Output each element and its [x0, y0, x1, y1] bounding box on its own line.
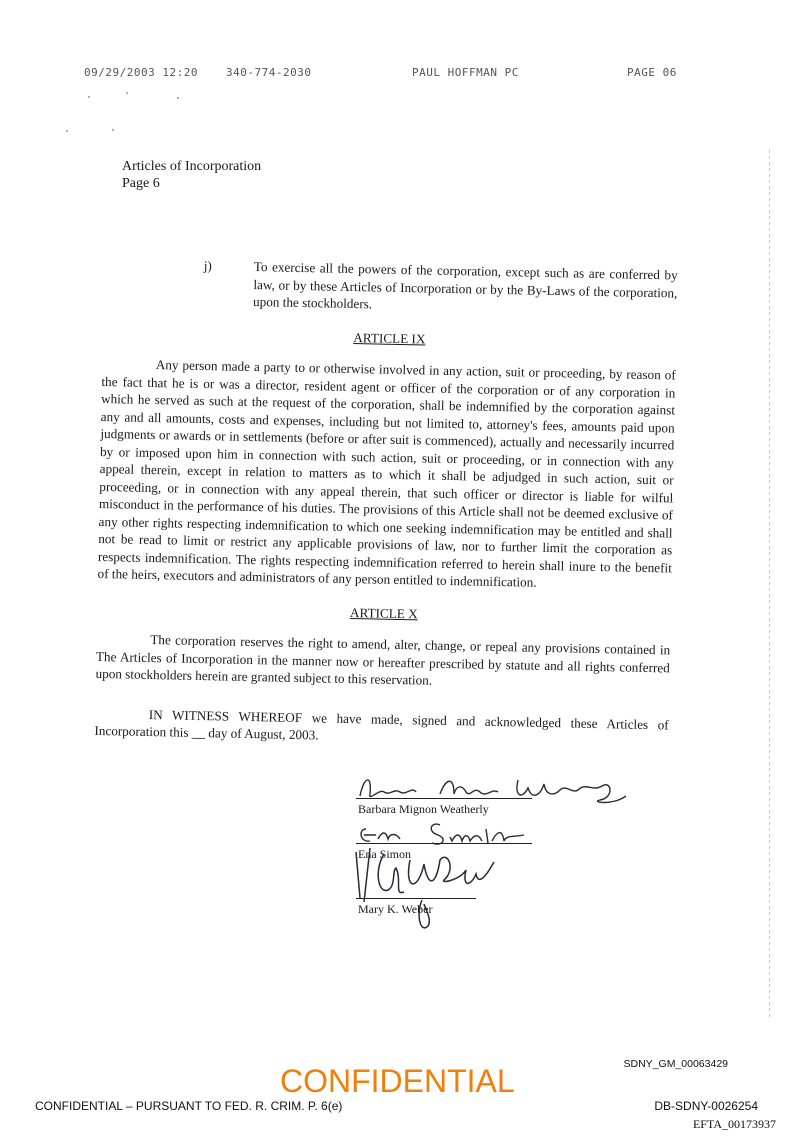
document-header: [122, 158, 261, 192]
article-x-text: The corporation reserves the right to amend, alter, change, or repeal any provisions contained in The Articles of Incorporation in the manner now or hereafter prescribed by statute and all rights conferred upon stockholders herein are granted subject to this reservation.: [95, 632, 671, 688]
confidential-watermark: CONFIDENTIAL: [280, 1063, 515, 1099]
fax-phone-number: 340-774-2030: [226, 66, 312, 79]
bates-stamp: SDNY_GM_00063429: [623, 1058, 728, 1070]
signature-weber: [344, 840, 544, 950]
fax-date-time: 09/29/2003 12:20: [84, 66, 198, 79]
signatory-name: Barbara Mignon Weatherly: [358, 802, 489, 816]
scan-edge-line: [769, 150, 770, 1020]
fax-sender: PAUL HOFFMAN PC: [412, 66, 519, 79]
scan-speck: [126, 92, 128, 94]
signatory-name: Ena Simon: [358, 847, 411, 861]
scan-speck: [88, 96, 90, 98]
clause-text: To exercise all the powers of the corporation, except such as are conferred by law, or by these Articles of Incorporation or by the By-Laws of the corporation, upon the stockholders.: [252, 259, 678, 312]
document-title: Articles of Incorporation: [122, 159, 262, 174]
signature-block-3: [356, 880, 596, 950]
scan-speck: [66, 130, 68, 132]
confidential-notice: CONFIDENTIAL – PURSUANT TO FED. R. CRIM. P. 6(e): [35, 1099, 343, 1113]
document-page-label: Page 6: [122, 176, 160, 191]
fax-header: [84, 66, 684, 84]
scan-speck: [177, 97, 179, 99]
clause-j: [103, 255, 678, 319]
efta-number: EFTA_00173937: [692, 1117, 776, 1131]
signature-line: [356, 798, 532, 799]
article-ix-heading: ARTICLE IX: [353, 329, 426, 346]
witness-clause: IN WITNESS WHEREOF we have made, signed and acknowledged these Articles of Incorporation this __ day of August, 2003.: [94, 706, 669, 743]
scan-speck: [112, 129, 114, 131]
signatory-name: Mary K. Weber: [358, 902, 433, 916]
article-ix-text: Any person made a party to or otherwise involved in any action, suit or proceeding, by reason of the fact that he is or was a director, resident agent or officer of the corporation or of any corporation in which he served as such at the request of the corporation, shall be indemnified by the corporation against any and all amounts, costs and expenses, including but not limited to, attorney's fees, amounts paid upon judgments or awards or in settlements (before or after suit is commenced), actually and necessarily incurred by or imposed upon him in connection with such action, suit or proceeding, or in connection with any appeal therein, except in relation to matters as to which it shall be adjudged in such action, suit or proceeding, or in connection with any appeal therein, that such officer or director is liable for wilful misconduct in the performance of his duties. The provisions of this Article shall not be deemed exclusive of any other rights respecting indemnification to which one seeking indemnification may be entitled and shall not be read to limit or restrict any applicable provisions of law, nor to further limit the corporation as respects indemnification. The rights respecting indemnification referred to herein shall inure to the benefit of the heirs, executors and administrators of any person entitled to indemnification.: [97, 357, 676, 590]
db-number: DB-SDNY-0026254: [654, 1099, 758, 1113]
signature-line: [356, 898, 476, 899]
clause-letter: j): [203, 258, 213, 274]
document-body: [94, 255, 678, 751]
article-x-heading: ARTICLE X: [349, 604, 418, 621]
fax-page-number: PAGE 06: [627, 66, 677, 79]
